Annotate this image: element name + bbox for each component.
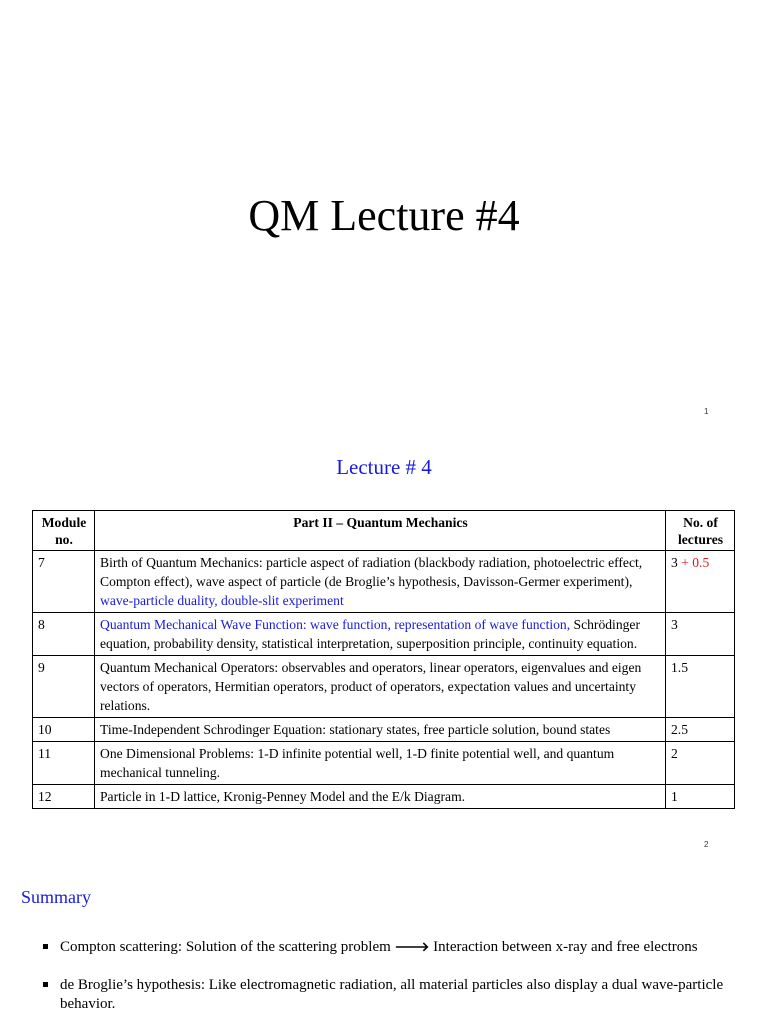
summary-bullet-list [40, 938, 730, 1033]
module-cell: 8 [33, 613, 95, 656]
table-row [33, 785, 735, 809]
module-cell: 10 [33, 718, 95, 742]
topic-cell: Time-Independent Schrodinger Equation: stationary states, free particle solution, bound states [95, 718, 666, 742]
syllabus-table [32, 510, 735, 809]
topic-text: Birth of Quantum Mechanics: particle aspect of radiation (blackbody radiation, photoelectric effect, Compton effect), wave aspect of particle (de Broglie’s hypothesis, Davisson-Germer experiment), [100, 555, 643, 589]
summary-heading: Summary [21, 887, 91, 907]
page-number: 2 [704, 840, 709, 849]
header-lectures: No. of lectures [666, 511, 735, 551]
lectures-cell: 1.5 [666, 656, 735, 718]
topic-cell [95, 613, 666, 656]
table-row [33, 656, 735, 718]
lectures-cell: 2.5 [666, 718, 735, 742]
topic-highlight: wave-particle duality, double-slit experiment [100, 593, 344, 608]
header-part: Part II – Quantum Mechanics [95, 511, 666, 551]
table-row [33, 718, 735, 742]
bullet-text: de Broglie’s hypothesis: Like electromagnetic radiation, all material particles also display a dual wave-particle behavior. [60, 977, 724, 1012]
topic-cell: Particle in 1-D lattice, Kronig-Penney Model and the E/k Diagram. [95, 785, 666, 809]
header-module-no: Module no. [33, 511, 95, 551]
bullet-text: Compton scattering: Solution of the scattering problem [60, 939, 395, 955]
module-cell: 12 [33, 785, 95, 809]
lectures-value: 3 [671, 555, 678, 570]
module-cell: 9 [33, 656, 95, 718]
right-arrow-icon: 🡒 [394, 940, 430, 955]
bullet-square-icon [43, 982, 48, 987]
lectures-cell: 3 [666, 613, 735, 656]
table-row [33, 613, 735, 656]
lectures-cell [666, 551, 735, 613]
bullet-square-icon [43, 944, 48, 949]
page-number: 1 [704, 407, 709, 416]
topic-cell: Quantum Mechanical Operators: observables and operators, linear operators, eigenvalues and eigen vectors of operators, Hermitian operators, product of operators, expectation values and uncertainty relations. [95, 656, 666, 718]
slide-title: QM Lecture #4 [248, 191, 520, 240]
topic-highlight: Quantum Mechanical Wave Function: wave function, representation of wave function, [100, 617, 571, 632]
bullet-text: Interaction between x-ray and free electrons [429, 939, 698, 955]
table-row [33, 551, 735, 613]
table-row [33, 742, 735, 785]
topic-text: Schrödinger equation, probability density, statistical interpretation, superposition principle, continuity equation. [100, 617, 640, 651]
topic-cell [95, 551, 666, 613]
lectures-cell: 1 [666, 785, 735, 809]
module-cell: 7 [33, 551, 95, 613]
module-cell: 11 [33, 742, 95, 785]
list-item [40, 976, 730, 1014]
table-header-row [33, 511, 735, 551]
lectures-cell: 2 [666, 742, 735, 785]
lecture-heading: Lecture # 4 [336, 455, 432, 479]
lectures-extra: + 0.5 [677, 555, 710, 570]
list-item [40, 938, 730, 957]
topic-cell: One Dimensional Problems: 1-D infinite potential well, 1-D finite potential well, and quantum mechanical tunneling. [95, 742, 666, 785]
